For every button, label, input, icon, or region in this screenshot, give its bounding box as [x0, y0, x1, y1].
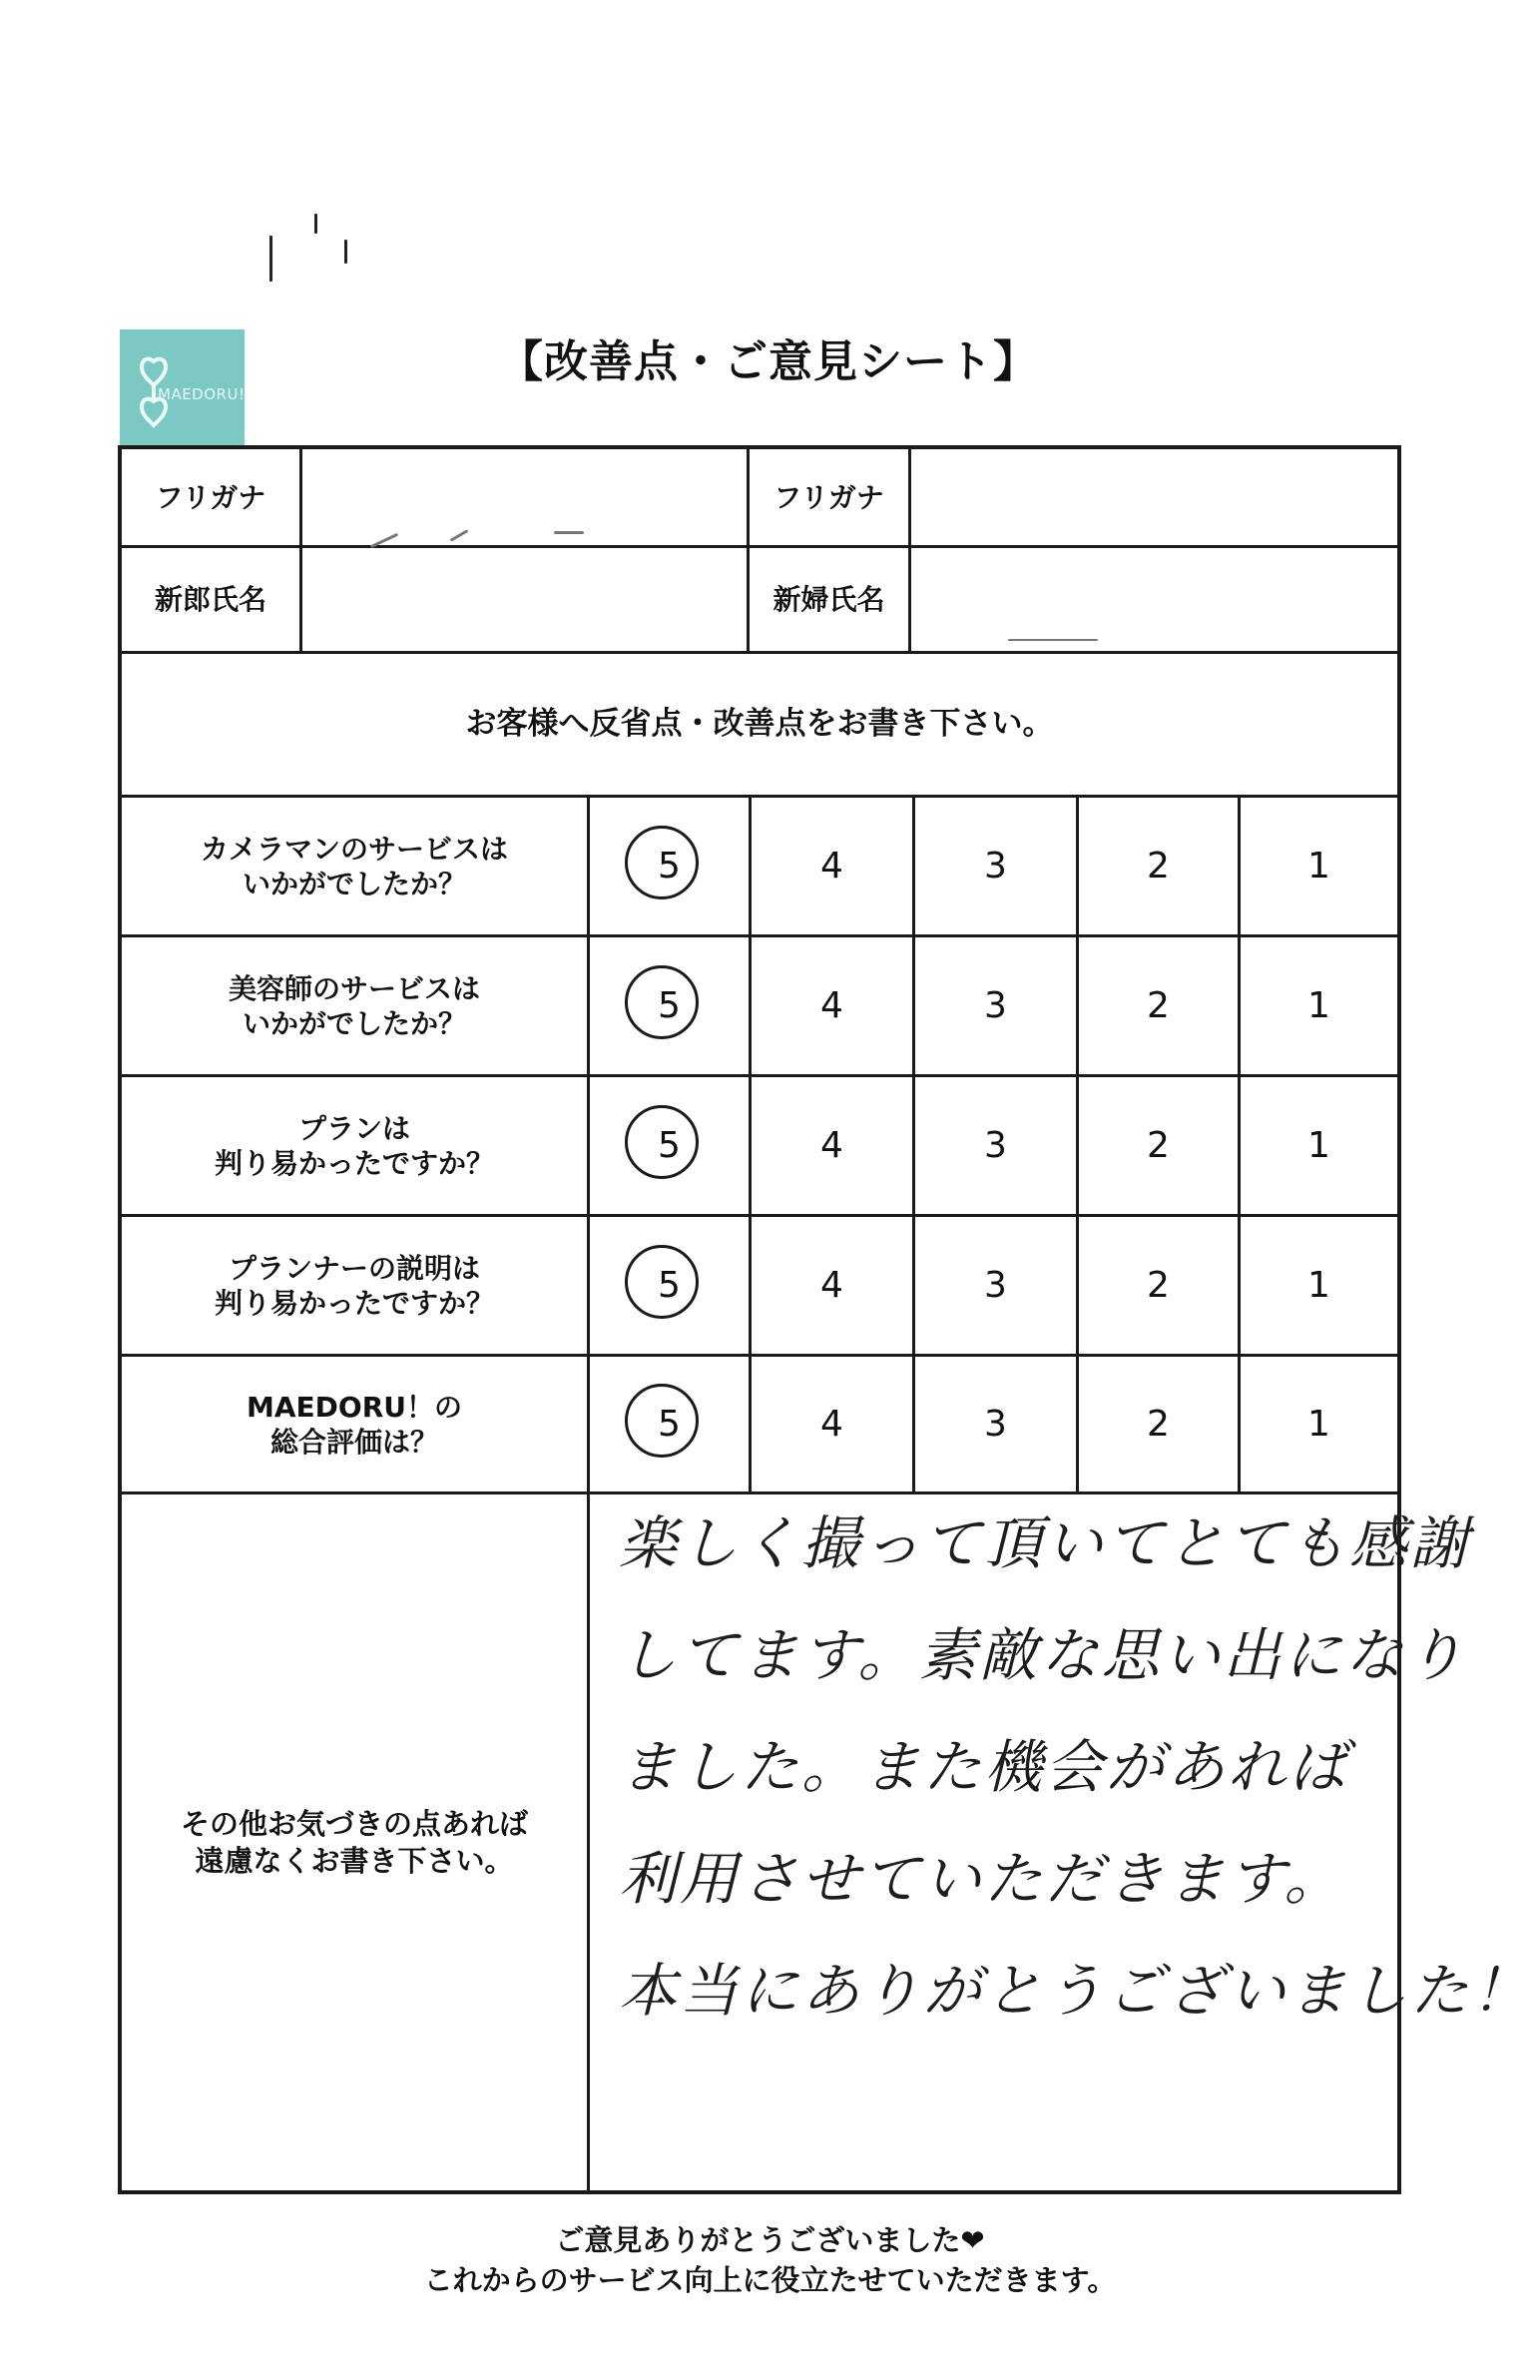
rating-option-5[interactable]: 5	[590, 798, 749, 934]
furigana-right-label: フリガナ	[773, 480, 884, 514]
comment-line: 本当にありがとうございました！	[619, 1957, 1533, 2025]
rating-option-5[interactable]: 5	[590, 1357, 749, 1491]
rating-option-1[interactable]: 1	[1307, 1265, 1330, 1306]
rating-option-5[interactable]: 5	[590, 1217, 749, 1354]
selected-rating-circle	[625, 965, 699, 1039]
rating-option-4[interactable]: 4	[820, 1265, 843, 1306]
rating-option-2[interactable]: 2	[1147, 1265, 1170, 1306]
rating-option-3[interactable]: 3	[984, 1125, 1007, 1166]
question-plan-label: プランは 判り易かったですか？	[214, 1111, 494, 1180]
rating-option-1[interactable]: 1	[1307, 1404, 1330, 1445]
footer-thanks: ご意見ありがとうございました❤	[555, 2223, 985, 2257]
logo-text: MAEDORU!	[158, 385, 245, 403]
rating-option-2[interactable]: 2	[1147, 1125, 1170, 1166]
rating-option-3[interactable]: 3	[984, 846, 1007, 887]
selected-rating-circle	[625, 1384, 699, 1458]
redacted-mark	[554, 531, 584, 534]
divider	[299, 445, 302, 651]
sheet-title: 【改善点・ご意見シート】	[499, 336, 1038, 387]
rating-option-4[interactable]: 4	[820, 1404, 843, 1445]
rating-option-4[interactable]: 4	[820, 985, 843, 1026]
rating-option-4[interactable]: 4	[820, 1125, 843, 1166]
scan-mark	[344, 240, 347, 264]
rating-option-3[interactable]: 3	[984, 1404, 1007, 1445]
rating-option-1[interactable]: 1	[1307, 1125, 1330, 1166]
rating-option-3[interactable]: 3	[984, 985, 1007, 1026]
comment-line: 利用させていただきます。	[619, 1845, 1345, 1913]
redacted-mark	[1008, 639, 1098, 641]
rating-option-1[interactable]: 1	[1307, 985, 1330, 1026]
comments-label: その他お気づきの点あれば 遠慮なくお書き下さい。	[180, 1807, 528, 1878]
rating-option-3[interactable]: 3	[984, 1265, 1007, 1306]
groom-name-label: 新郎氏名	[154, 583, 266, 616]
comment-line: ました。また機会があれば	[619, 1733, 1350, 1801]
question-planner-label: プランナーの説明は 判り易かったですか？	[214, 1251, 494, 1320]
comment-line: してます。素敵な思い出になり	[619, 1621, 1467, 1689]
comment-line: 楽しく撮って頂いてとても感謝	[619, 1509, 1472, 1577]
selected-rating-circle	[625, 1245, 699, 1319]
footer-note: これからのサービス向上に役立たせていただきます。	[423, 2263, 1117, 2297]
divider	[908, 445, 911, 651]
rating-option-5[interactable]: 5	[590, 937, 749, 1074]
scan-mark	[269, 236, 272, 282]
logo	[120, 329, 245, 449]
bride-name-label: 新婦氏名	[772, 583, 885, 616]
rating-option-1[interactable]: 1	[1307, 846, 1330, 887]
question-overall-label: MAEDORU！の 総合評価は？	[246, 1390, 462, 1459]
handwritten-comment	[619, 1488, 1533, 2047]
selected-rating-circle	[625, 826, 699, 899]
rating-option-2[interactable]: 2	[1147, 985, 1170, 1026]
furigana-left-label: フリガナ	[155, 480, 266, 514]
instruction-text: お客様へ反省点・改善点をお書き下さい。	[465, 706, 1054, 743]
question-camera-label: カメラマンのサービスは いかがでしたか？	[200, 832, 508, 900]
selected-rating-circle	[625, 1105, 699, 1179]
question-stylist-label: 美容師のサービスは いかがでしたか？	[228, 971, 480, 1040]
rating-option-2[interactable]: 2	[1147, 846, 1170, 887]
rating-option-2[interactable]: 2	[1147, 1404, 1170, 1445]
scan-mark	[314, 214, 317, 234]
rating-option-5[interactable]: 5	[590, 1077, 749, 1214]
rating-option-4[interactable]: 4	[820, 846, 843, 887]
